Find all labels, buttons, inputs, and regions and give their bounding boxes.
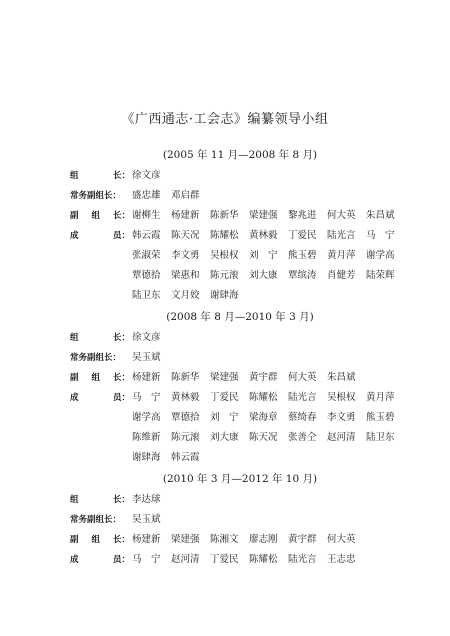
- member-row: [70, 550, 410, 570]
- member-name: 黄林毅: [171, 392, 200, 403]
- member-name: 丁爱民: [288, 230, 317, 241]
- section-period: (2005 年 11 月—2008 年 8 月): [162, 149, 318, 161]
- page-title: 《广西通志·工会志》编纂领导小组: [121, 112, 329, 127]
- member-name: 陈新华: [210, 210, 239, 221]
- role-label: 成 员：: [70, 555, 130, 565]
- member-name: 丁爱民: [210, 554, 239, 565]
- member-name: 杨建新: [171, 210, 200, 221]
- member-name: 马 宁: [366, 230, 395, 241]
- member-name: 丁爱民: [210, 392, 239, 403]
- member-name: 韩云霞: [171, 452, 200, 463]
- member-name: 覃德拾: [171, 412, 200, 423]
- role-label: 副 组 长：: [70, 373, 130, 383]
- member-name: 黄宇群: [249, 372, 278, 383]
- member-name: 陈耀松: [249, 554, 278, 565]
- member-name: 李达球: [132, 494, 161, 505]
- member-name: 陆光言: [288, 392, 317, 403]
- member-row: [70, 388, 410, 468]
- member-name: 梁建强: [210, 372, 239, 383]
- member-name: 陈天况: [171, 230, 200, 241]
- member-name: 陆卫东: [132, 290, 161, 301]
- member-name: 谢学高: [132, 412, 161, 423]
- member-name: 梁建强: [171, 534, 200, 545]
- member-name: 张淑荣: [132, 250, 161, 261]
- member-name: 廖志刚: [249, 534, 278, 545]
- committee-sections: [70, 144, 410, 570]
- role-label: 组 长：: [70, 171, 130, 181]
- member-name: 陆荣辉: [366, 270, 395, 281]
- member-names: [132, 166, 408, 186]
- member-names: [132, 206, 408, 226]
- member-name: 谢学高: [366, 250, 395, 261]
- role-label: 常务副组长：: [70, 191, 122, 201]
- committee-section: [70, 306, 410, 468]
- member-row: [70, 510, 410, 530]
- member-name: 李文勇: [171, 250, 200, 261]
- member-row: [70, 226, 410, 306]
- member-name: 陈耀松: [249, 392, 278, 403]
- member-name: 熊玉碧: [366, 412, 395, 423]
- member-name: 马 宁: [132, 392, 161, 403]
- member-row: [70, 368, 410, 388]
- member-name: 邓启群: [171, 190, 200, 201]
- member-name: 覃德拾: [132, 270, 161, 281]
- member-names: [132, 186, 408, 206]
- member-name: 文月姣: [171, 290, 200, 301]
- member-name: 梁建强: [249, 210, 278, 221]
- member-name: 李文勇: [327, 412, 356, 423]
- section-period: (2008 年 8 月—2010 年 3 月): [166, 311, 314, 323]
- member-row: [70, 166, 410, 186]
- member-row: [70, 348, 410, 368]
- member-names: [132, 388, 408, 468]
- member-name: 蔡绮春: [288, 412, 317, 423]
- member-name: 肖健芳: [327, 270, 356, 281]
- member-row: [70, 186, 410, 206]
- member-name: 陆卫东: [366, 432, 395, 443]
- member-name: 陈元滚: [171, 432, 200, 443]
- member-name: 梁海章: [249, 412, 278, 423]
- role-label: 副 组 长：: [70, 535, 130, 545]
- member-names: [132, 368, 408, 388]
- member-name: 吴根权: [327, 392, 356, 403]
- member-name: 刘大康: [210, 432, 239, 443]
- member-name: 陈维新: [132, 432, 161, 443]
- member-names: [132, 226, 408, 306]
- member-name: 陈天况: [249, 432, 278, 443]
- member-name: 陈耀松: [210, 230, 239, 241]
- member-name: 吴玉斌: [132, 352, 161, 363]
- member-names: [132, 550, 408, 570]
- member-name: 赵河清: [171, 554, 200, 565]
- member-name: 陈湘文: [210, 534, 239, 545]
- member-row: [70, 206, 410, 226]
- member-names: [132, 348, 408, 368]
- member-row: [70, 328, 410, 348]
- member-name: 赵河清: [327, 432, 356, 443]
- member-name: 谢肆海: [132, 452, 161, 463]
- member-names: [132, 530, 408, 550]
- member-row: [70, 490, 410, 510]
- member-names: [132, 510, 408, 530]
- member-name: 陈新华: [171, 372, 200, 383]
- member-name: 黄宇群: [288, 534, 317, 545]
- member-name: 梁惠和: [171, 270, 200, 281]
- member-name: 盛忠雄: [132, 190, 161, 201]
- member-name: 刘 宁: [249, 250, 278, 261]
- member-name: 何大英: [327, 534, 356, 545]
- member-names: [132, 490, 408, 510]
- member-name: 马 宁: [132, 554, 161, 565]
- member-name: 黄月萍: [366, 392, 395, 403]
- member-name: 吴玉斌: [132, 514, 161, 525]
- member-name: 谢柳生: [132, 210, 161, 221]
- role-label: 成 员：: [70, 231, 130, 241]
- member-names: [132, 328, 408, 348]
- member-name: 覃缤涛: [288, 270, 317, 281]
- role-label: 组 长：: [70, 333, 130, 343]
- member-name: 朱昌斌: [327, 372, 356, 383]
- member-name: 杨建新: [132, 534, 161, 545]
- member-name: 王志忠: [327, 554, 356, 565]
- member-name: 韩云霞: [132, 230, 161, 241]
- member-name: 黎兆进: [288, 210, 317, 221]
- member-name: 何大英: [327, 210, 356, 221]
- committee-section: [70, 144, 410, 306]
- role-label: 常务副组长：: [70, 515, 122, 525]
- member-name: 杨建新: [132, 372, 161, 383]
- member-name: 熊玉碧: [288, 250, 317, 261]
- role-label: 组 长：: [70, 495, 130, 505]
- role-label: 常务副组长：: [70, 353, 122, 363]
- member-name: 张善仝: [288, 432, 317, 443]
- role-label: 成 员：: [70, 393, 130, 403]
- committee-section: [70, 468, 410, 570]
- member-name: 刘 宁: [210, 412, 239, 423]
- member-name: 黄林毅: [249, 230, 278, 241]
- member-name: 陆光言: [288, 554, 317, 565]
- section-period: (2010 年 3 月—2012 年 10 月): [162, 473, 318, 485]
- member-name: 陆光言: [327, 230, 356, 241]
- member-name: 徐文彦: [132, 332, 161, 343]
- member-name: 何大英: [288, 372, 317, 383]
- member-row: [70, 530, 410, 550]
- member-name: 徐文彦: [132, 170, 161, 181]
- role-label: 副 组 长：: [70, 211, 130, 221]
- member-name: 陈元滚: [210, 270, 239, 281]
- member-name: 刘大康: [249, 270, 278, 281]
- member-name: 黄月萍: [327, 250, 356, 261]
- member-name: 吴根权: [210, 250, 239, 261]
- member-name: 朱昌斌: [366, 210, 395, 221]
- member-name: 谢肆海: [210, 290, 239, 301]
